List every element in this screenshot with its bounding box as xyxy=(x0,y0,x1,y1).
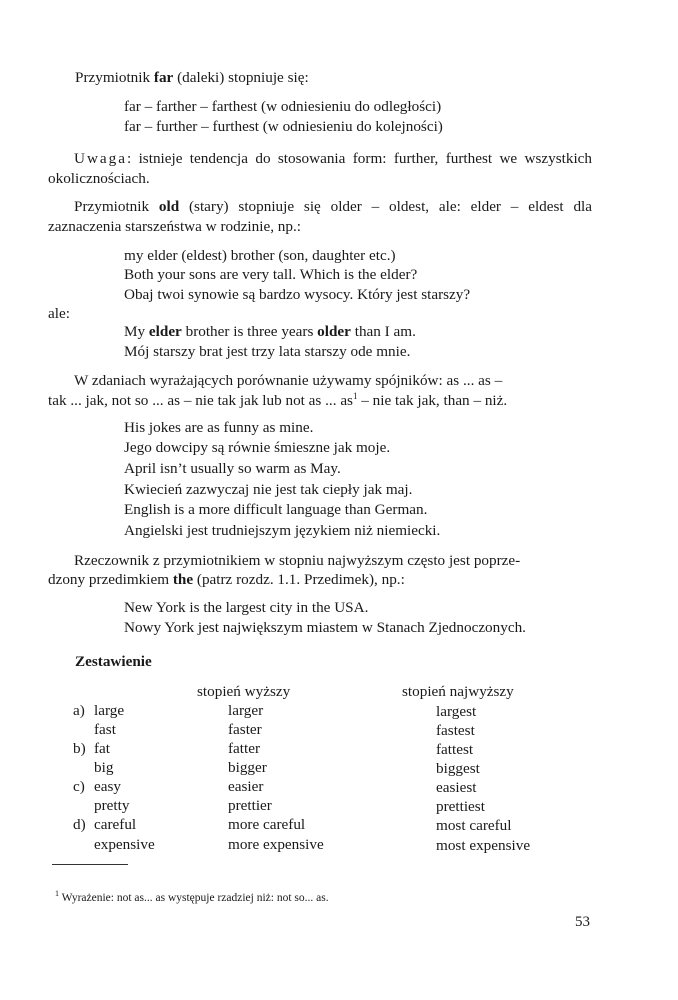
old-example-4: My elder brother is three years older than I am. xyxy=(124,323,416,340)
far-example-2: far – further – furthest (w odniesieniu do kolejności) xyxy=(124,118,443,135)
footnote: $^1$ Wyrażenie: not as... as występuje rzadziej niż: not so... as. xyxy=(55,888,329,904)
old-example-2: Both your sons are very tall. Which is the elder? xyxy=(124,266,418,283)
far-example-1: far – farther – farthest (w odniesieniu do odległości) xyxy=(124,98,442,115)
old-example-1: my elder (eldest) brother (son, daughter etc.) xyxy=(124,247,396,264)
superlative-line-2: dzony przedimkiem the (patrz rozdz. 1.1. Przedimek), np.: xyxy=(48,571,405,588)
page-number: 53 xyxy=(575,914,590,930)
comparison-example-4: Kwiecień zazwyczaj nie jest tak ciepły jak maj. xyxy=(124,481,413,498)
textbook-page: Przymiotnik far (daleki) stopniuje się: far – farther – farthest (w odniesieniu do odległości) far – further – furthest (w odniesieniu do kolejności) Uwaga: istnieje tendencja do stosowania form: further, furthest we wszystkich okolicznościach. Przymiotnik old (stary) stopniuje się older – oldest, ale: elder – eldest dla zaznaczenia starszeństwa w rodzinie, np.: my elder (eldest) brother (son, daughter etc.) Both your sons are very tall. Which is the elder? Obaj twoi synowie są bardzo wysocy. Który jest starszy? ale: My elder brother is three years older than I am. Mój starszy brat jest trzy lata starszy ode mnie. W zdaniach wyrażających porównanie używamy spójników: as ... as – tak ... jak, not so ... as – nie tak jak lub not as ... $as^1$ – nie tak jak, than – niż. His jokes are as funny as mine. Jego dowcipy są równie śmieszne jak moje. April isn’t usually so warm as May. Kwiecień zazwyczaj nie jest tak ciepły jak maj. English is a more difficult language than German. Angielski jest trudniejszym językiem niż niemiecki. Rzeczownik z przymiotnikiem w stopniu najwyższym często jest poprze- dzony przedimkiem the (patrz rozdz. 1.1. Przedimek), np.: New York is the largest city in the USA. Nowy York jest największym miastem w Stanach Zjednoczonych. Zestawienie stopień wyższy stopień najwyższy a) large larger largest fast faster fastest b) fat fatter fattest big bigger biggest c) easy easier easiest pretty prettier prettiest d) careful more careful most careful expensive more expensive most expensive $^1$ Wyrażenie: not as... as występuje rzadziej niż: not so... as. 53 xyxy=(48,69,592,930)
table-header-superlative: stopień najwyższy xyxy=(402,683,514,700)
comparison-example-2: Jego dowcipy są równie śmieszne jak moje. xyxy=(124,439,391,456)
footnote-divider xyxy=(52,864,128,865)
superlative-line-1: Rzeczownik z przymiotnikiem w stopniu najwyższym często jest poprze- xyxy=(74,552,521,569)
old-example-3: Obaj twoi synowie są bardzo wysocy. Który jest starszy? xyxy=(124,286,471,303)
comparison-line-1: W zdaniach wyrażających porównanie używamy spójników: as ... as – xyxy=(74,372,503,389)
table-header-comparative: stopień wyższy xyxy=(197,683,291,700)
comparison-example-6: Angielski jest trudniejszym językiem niż niemiecki. xyxy=(124,522,441,539)
old-example-5: Mój starszy brat jest trzy lata starszy ode mnie. xyxy=(124,343,411,360)
superlative-example-2: Nowy York jest największym miastem w Stanach Zjednoczonych. xyxy=(124,619,526,636)
ale-label: ale: xyxy=(48,305,70,322)
table-heading: Zestawienie xyxy=(75,653,152,670)
comparison-example-1: His jokes are as funny as mine. xyxy=(124,419,314,436)
comparison-line-2: tak ... jak, not so ... as – nie tak jak lub not as ... $as^1$ – nie tak jak, than – niż. xyxy=(48,390,508,409)
comparison-example-5: English is a more difficult language than German. xyxy=(124,501,428,518)
note-paragraph: Uwaga: istnieje tendencja do stosowania form: further, furthest we wszystkich okolicznościach. xyxy=(48,150,592,187)
note-label: Uwaga xyxy=(74,150,128,167)
far-intro: Przymiotnik far (daleki) stopniuje się: xyxy=(75,69,309,86)
superlative-example-1: New York is the largest city in the USA. xyxy=(124,599,369,616)
comparison-example-3: April isn’t usually so warm as May. xyxy=(124,460,341,477)
old-paragraph: Przymiotnik old (stary) stopniuje się older – oldest, ale: elder – eldest dla zaznaczenia starszeństwa w rodzinie, np.: xyxy=(48,198,592,235)
